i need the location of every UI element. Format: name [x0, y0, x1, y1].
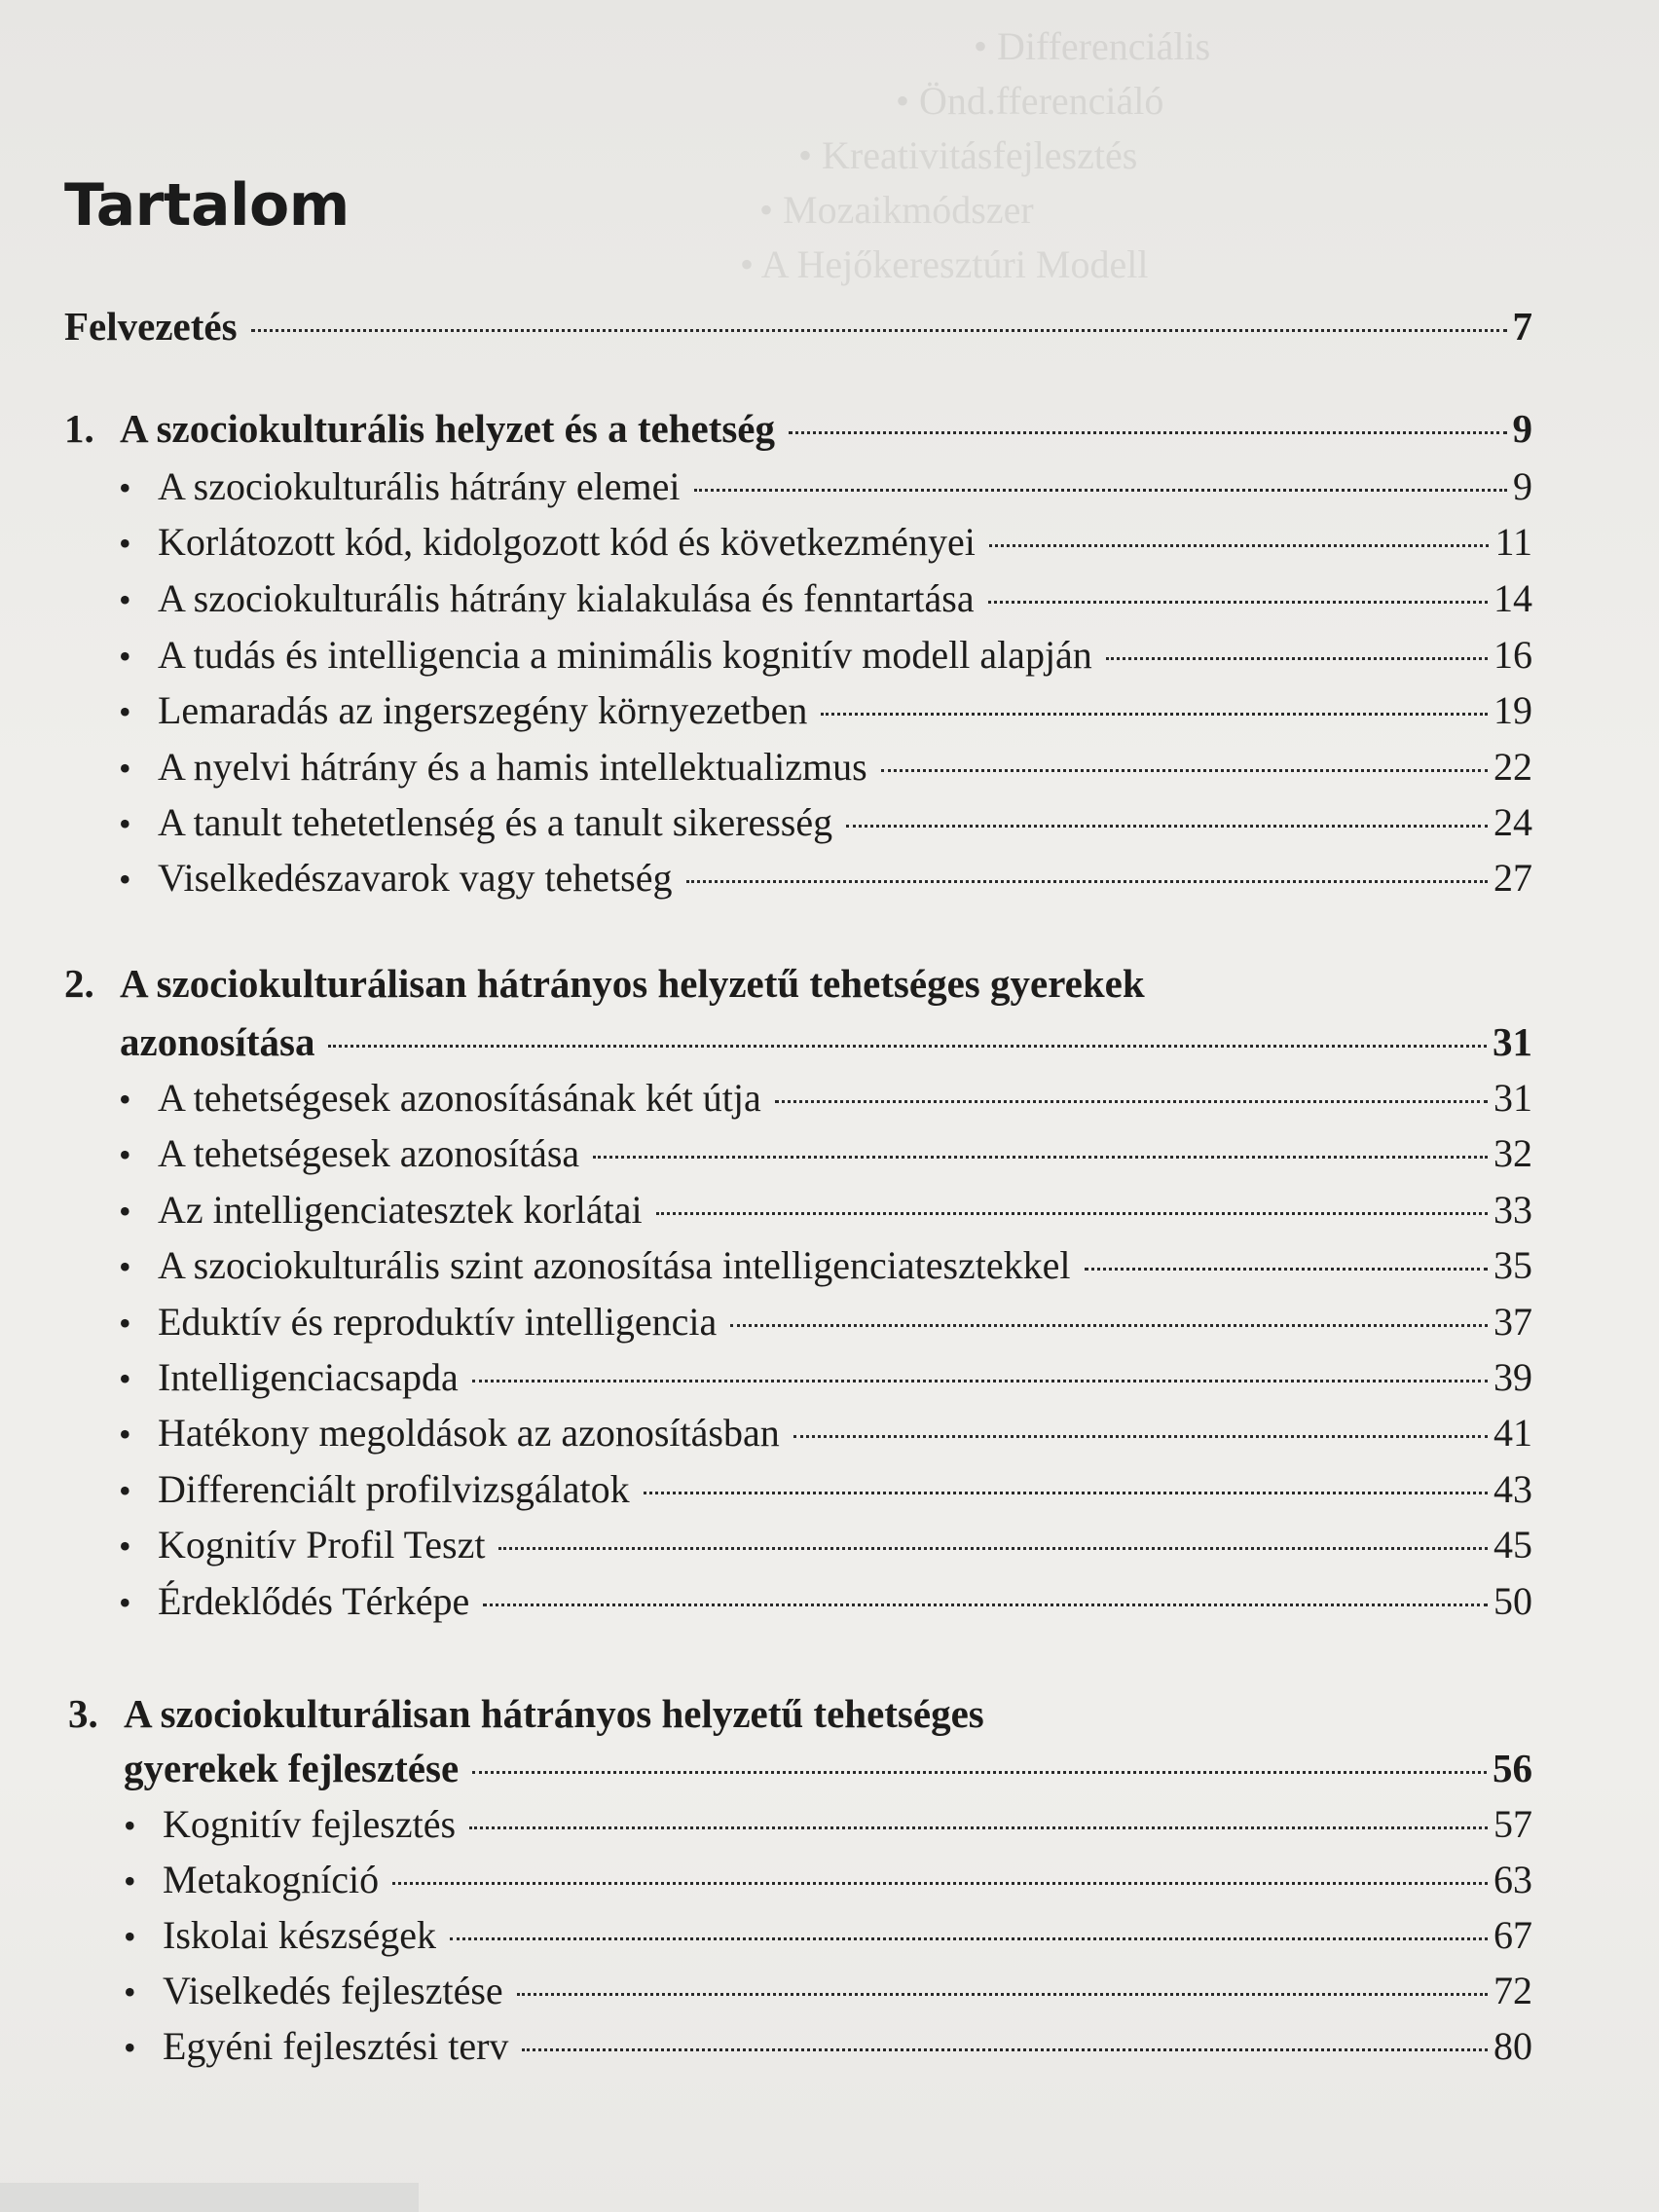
toc-item-page: 43 [1493, 1467, 1532, 1511]
toc-item-page: 50 [1493, 1579, 1532, 1623]
chapter-2-title-line2: azonosítása [120, 1019, 315, 1064]
leader-dots [644, 1492, 1488, 1494]
toc-item[interactable] [119, 1409, 1532, 1458]
bleed-through-text: • Differenciális • Önd.fferenciáló • Kreativitásfejlesztés • Mozaikmódszer • A Hejőkeresztúri Modell [740, 24, 1211, 286]
leader-dots [472, 1771, 1487, 1774]
leader-dots [517, 1993, 1488, 1996]
toc-item-page: 41 [1493, 1411, 1532, 1455]
toc-item-label: • Kognitív fejlesztés [124, 1800, 456, 1850]
toc-item-page: 31 [1493, 1076, 1532, 1120]
toc-item-label: • Korlátozott kód, kidolgozott kód és következményei [119, 518, 976, 568]
toc-item-label: • Metakogníció [124, 1856, 379, 1905]
chapter-3-page: 56 [1493, 1746, 1532, 1790]
toc-item-page: 11 [1494, 520, 1532, 564]
toc-item[interactable] [119, 1465, 1532, 1515]
toc-item-page: 80 [1493, 2024, 1532, 2068]
toc-item[interactable] [119, 1577, 1532, 1627]
toc-item[interactable] [119, 743, 1532, 793]
toc-item[interactable] [124, 1967, 1532, 2016]
toc-item-page: 22 [1493, 745, 1532, 789]
toc-item[interactable] [119, 686, 1532, 736]
leader-dots [472, 1380, 1488, 1382]
leader-dots [656, 1212, 1488, 1215]
chapter-3-title-line1: A szociokulturálisan hátrányos helyzetű tehetséges [124, 1691, 984, 1736]
leader-dots [789, 431, 1507, 434]
toc-item-page: 33 [1493, 1188, 1532, 1232]
leader-dots [1106, 657, 1488, 660]
toc-intro-label: Felvezetés [64, 304, 238, 349]
leader-dots [694, 489, 1507, 492]
toc-intro[interactable] [64, 302, 1532, 350]
toc-item-page: 24 [1493, 800, 1532, 844]
leader-dots [522, 2048, 1488, 2051]
leader-dots [793, 1435, 1488, 1438]
toc-chapter-3[interactable] [124, 1744, 1532, 1792]
chapter-1-number: 1. [64, 406, 94, 451]
toc-item-page: 9 [1513, 464, 1532, 508]
toc-item-label: • Viselkedés fejlesztése [124, 1967, 503, 2016]
toc-item-page: 27 [1493, 856, 1532, 900]
toc-item-label: • A tehetségesek azonosítása [119, 1129, 579, 1179]
leader-dots [846, 825, 1488, 828]
leader-dots [1085, 1268, 1489, 1271]
leader-dots [988, 601, 1488, 604]
toc-item-label: • A nyelvi hátrány és a hamis intellektualizmus [119, 743, 867, 793]
chapter-3-title-line2: gyerekek fejlesztése [124, 1746, 460, 1790]
toc-item-label: • Az intelligenciatesztek korlátai [119, 1186, 643, 1235]
leader-dots [251, 329, 1507, 332]
toc-item[interactable] [124, 1911, 1532, 1961]
toc-item[interactable] [119, 574, 1532, 624]
toc-chapter-2[interactable] [120, 1017, 1532, 1066]
toc-item-page: 67 [1493, 1913, 1532, 1957]
chapter-2-number: 2. [64, 961, 94, 1006]
toc-item[interactable] [124, 1856, 1532, 1905]
toc-item[interactable] [119, 1521, 1532, 1570]
toc-item[interactable] [119, 1074, 1532, 1124]
toc-item-label: • A tehetségesek azonosításának két útja [119, 1074, 761, 1124]
toc-item-page: 35 [1493, 1243, 1532, 1287]
leader-dots [328, 1045, 1487, 1048]
toc-item-label: • Iskolai készségek [124, 1911, 436, 1961]
chapter-3-number: 3. [68, 1691, 98, 1736]
toc-item-label: • A tanult tehetetlenség és a tanult sikeresség [119, 798, 832, 848]
chapter-1-title: A szociokulturális helyzet és a tehetség [120, 406, 775, 451]
toc-item-label: • Lemaradás az ingerszegény környezetben [119, 686, 807, 736]
toc-chapter-1[interactable] [64, 404, 1532, 453]
watermark-strip [0, 2183, 419, 2212]
toc-item[interactable] [119, 1186, 1532, 1235]
leader-dots [730, 1324, 1488, 1327]
leader-dots [469, 1826, 1488, 1829]
toc-item[interactable] [119, 631, 1532, 681]
toc-item-page: 72 [1493, 1969, 1532, 2012]
leader-dots [686, 880, 1489, 883]
toc-item-page: 19 [1493, 688, 1532, 732]
toc-item[interactable] [119, 462, 1532, 512]
toc-item-label: • Eduktív és reproduktív intelligencia [119, 1298, 717, 1347]
toc-item-label: • Differenciált profilvizsgálatok [119, 1465, 630, 1515]
chapter-2-title-line1: A szociokulturálisan hátrányos helyzetű tehetséges gyerekek [120, 961, 1145, 1006]
leader-dots [989, 544, 1490, 547]
toc-item[interactable] [119, 798, 1532, 848]
toc-item[interactable] [124, 2022, 1532, 2072]
leader-dots [483, 1604, 1488, 1606]
chapter-2-heading-line1[interactable] [64, 959, 1145, 1008]
toc-item-label: • Egyéni fejlesztési terv [124, 2022, 508, 2072]
leader-dots [881, 769, 1488, 772]
toc-item-page: 39 [1493, 1355, 1532, 1399]
page-title: Tartalom [64, 171, 350, 240]
chapter-3-heading-line1[interactable] [68, 1689, 984, 1738]
toc-item[interactable] [119, 854, 1532, 903]
toc-item-page: 63 [1493, 1858, 1532, 1901]
chapter-2-page: 31 [1493, 1019, 1532, 1064]
toc-item[interactable] [119, 518, 1532, 568]
toc-item-page: 32 [1493, 1131, 1532, 1175]
leader-dots [593, 1156, 1488, 1159]
toc-item-label: • A tudás és intelligencia a minimális kognitív modell alapján [119, 631, 1092, 681]
chapter-1-heading [64, 404, 775, 453]
toc-item[interactable] [124, 1800, 1532, 1850]
toc-item[interactable] [119, 1241, 1532, 1291]
toc-item-label: • Érdeklődés Térképe [119, 1577, 469, 1627]
toc-item-page: 57 [1493, 1802, 1532, 1846]
toc-item[interactable] [119, 1129, 1532, 1179]
toc-item-label: • A szociokulturális hátrány elemei [119, 462, 681, 512]
toc-item-page: 45 [1493, 1523, 1532, 1567]
toc-item[interactable] [119, 1353, 1532, 1403]
toc-item-page: 14 [1493, 576, 1532, 620]
chapter-1-page: 9 [1512, 406, 1532, 451]
leader-dots [392, 1882, 1488, 1885]
toc-item-label: • A szociokulturális hátrány kialakulása és fenntartása [119, 574, 975, 624]
toc-item-label: • A szociokulturális szint azonosítása intelligenciatesztekkel [119, 1241, 1071, 1291]
toc-item-label: • Kognitív Profil Teszt [119, 1521, 485, 1570]
toc-item-label: • Hatékony megoldások az azonosításban [119, 1409, 780, 1458]
toc-item-label: • Viselkedészavarok vagy tehetség [119, 854, 673, 903]
toc-item-page: 16 [1493, 633, 1532, 677]
toc-item[interactable] [119, 1298, 1532, 1347]
toc-intro-page: 7 [1512, 304, 1532, 349]
toc-item-label: • Intelligenciacsapda [119, 1353, 459, 1403]
leader-dots [450, 1937, 1488, 1940]
toc-item-page: 37 [1493, 1300, 1532, 1344]
leader-dots [821, 713, 1488, 716]
leader-dots [775, 1100, 1488, 1103]
leader-dots [498, 1547, 1488, 1550]
